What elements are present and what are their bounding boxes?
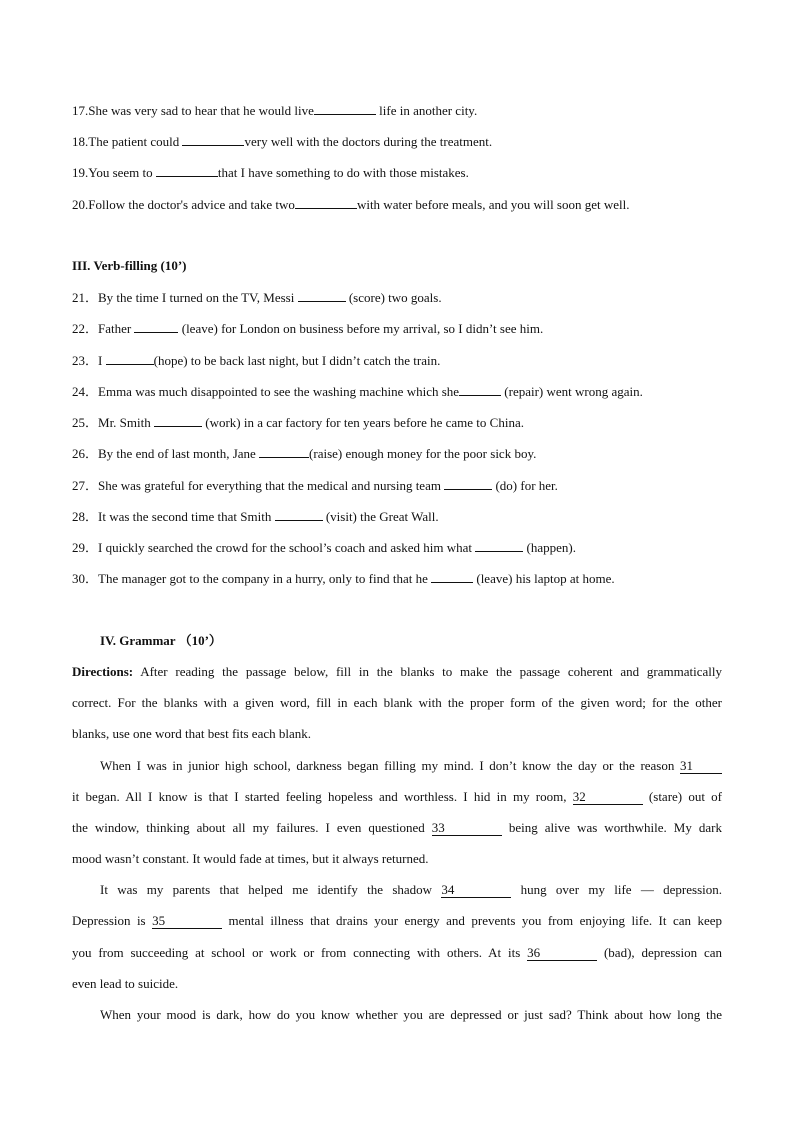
question-19-text-after: that I have something to do with those mistakes. [217, 165, 469, 180]
passage-text: It was my parents that helped me identify the shadow [100, 882, 442, 897]
question-number: 24． [72, 384, 99, 399]
directions-line-1 [72, 664, 722, 680]
question-text-before: The manager got to the company in a hurry, only to find that he [98, 571, 432, 586]
question-19 [72, 164, 469, 181]
question-27 [72, 477, 558, 494]
directions-text: After reading the passage below, fill in the blanks to make the passage coherent and grammatically [133, 664, 722, 679]
question-text-after: (hope) to be back last night, but I didn’t catch the train. [153, 353, 441, 368]
question-19-text-before: 19.You seem to [72, 165, 156, 180]
question-20 [72, 196, 630, 213]
question-number: 28． [72, 509, 99, 524]
question-20-text-after: with water before meals, and you will soon get well. [356, 197, 630, 212]
question-17-text-before: 17.She was very sad to hear that he would live [72, 103, 314, 118]
answer-blank-32[interactable]: 32 [573, 790, 643, 805]
answer-blank-36[interactable]: 36 [527, 946, 597, 961]
section-3-heading: III. Verb-filling (10’) [72, 258, 187, 273]
question-number: 30． [72, 571, 99, 586]
passage-line: When your mood is dark, how do you know whether you are depressed or just sad? Think about how long the [100, 1007, 722, 1022]
passage-text: being alive was worthwhile. My dark [501, 820, 723, 835]
question-text-before: By the end of last month, Jane [98, 446, 260, 461]
passage-line [100, 882, 722, 898]
question-21 [72, 289, 442, 306]
passage-text: you from succeeding at school or work or from connecting with others. At its [72, 945, 528, 960]
question-text-after: (leave) for London on business before my arrival, so I didn’t see him. [178, 321, 544, 336]
answer-blank[interactable] [259, 445, 309, 458]
passage-line [72, 820, 722, 836]
passage-text: it began. All I know is that I started feeling hopeless and worthless. I hid in my room, [72, 789, 573, 804]
question-text-before: Emma was much disappointed to see the washing machine which she [98, 384, 460, 399]
question-text-after: (work) in a car factory for ten years before he came to China. [202, 415, 524, 430]
question-text-after: (score) two goals. [345, 290, 442, 305]
answer-blank[interactable] [295, 196, 357, 209]
answer-blank[interactable] [431, 570, 473, 583]
answer-blank[interactable] [298, 289, 346, 302]
question-26 [72, 445, 536, 462]
question-text-before: She was grateful for everything that the medical and nursing team [98, 478, 445, 493]
question-text-before: I quickly searched the crowd for the school’s coach and asked him what [98, 540, 476, 555]
question-text-before: By the time I turned on the TV, Messi [98, 290, 298, 305]
passage-text: When I was in junior high school, darkness began filling my mind. I don’t know the day or the reason [100, 758, 680, 773]
passage-text: the window, thinking about all my failures. I even questioned [72, 820, 432, 835]
passage-line [72, 913, 722, 929]
section-4-heading: IV. Grammar （10’） [100, 633, 222, 648]
answer-blank[interactable] [134, 320, 178, 333]
directions-label: Directions: [72, 664, 134, 679]
question-text-after: (leave) his laptop at home. [473, 571, 615, 586]
answer-blank-34[interactable]: 34 [441, 883, 511, 898]
question-number: 25． [72, 415, 99, 430]
passage-line: mood wasn’t constant. It would fade at times, but it always returned. [72, 851, 429, 866]
question-text-before: I [98, 353, 106, 368]
answer-blank[interactable] [459, 383, 501, 396]
question-20-text-before: 20.Follow the doctor's advice and take two [72, 197, 295, 212]
question-text-after: (visit) the Great Wall. [322, 509, 439, 524]
question-17-text-after: life in another city. [375, 103, 478, 118]
question-number: 27． [72, 478, 99, 493]
answer-blank[interactable] [182, 133, 244, 146]
answer-blank-31[interactable]: 31 [680, 759, 722, 774]
question-number: 21． [72, 290, 99, 305]
question-number: 29． [72, 540, 99, 555]
passage-text: mental illness that drains your energy and prevents you from enjoying life. It can keep [222, 913, 722, 928]
question-number: 22． [72, 321, 99, 336]
question-28 [72, 508, 439, 525]
passage-line [72, 945, 722, 961]
question-text-after: (raise) enough money for the poor sick boy. [309, 446, 537, 461]
answer-blank-33[interactable]: 33 [432, 821, 502, 836]
question-text-after: (do) for her. [492, 478, 558, 493]
question-text-before: It was the second time that Smith [98, 509, 275, 524]
answer-blank[interactable] [314, 102, 376, 115]
passage-line: even lead to suicide. [72, 976, 179, 991]
question-18-text-before: 18.The patient could [72, 134, 183, 149]
question-30 [72, 570, 615, 587]
question-text-after: (repair) went wrong again. [501, 384, 643, 399]
question-22 [72, 320, 543, 337]
question-text-before: Mr. Smith [98, 415, 155, 430]
passage-text: (stare) out of [642, 789, 723, 804]
answer-blank[interactable] [444, 477, 492, 490]
answer-blank[interactable] [106, 352, 154, 365]
answer-blank[interactable] [154, 414, 202, 427]
question-25 [72, 414, 524, 431]
passage-line [72, 789, 722, 805]
passage-line [100, 758, 722, 774]
directions-line-3: blanks, use one word that best fits each blank. [72, 726, 311, 741]
question-18 [72, 133, 492, 150]
question-23 [72, 352, 440, 369]
passage-text: (bad), depression can [597, 945, 722, 960]
passage-text: Depression is [72, 913, 153, 928]
directions-line-2: correct. For the blanks with a given word, fill in each blank with the proper form of the given word; for the other [72, 695, 722, 710]
answer-blank[interactable] [156, 164, 218, 177]
question-text-after: (happen). [523, 540, 576, 555]
question-17 [72, 102, 477, 119]
question-24 [72, 383, 643, 400]
answer-blank[interactable] [275, 508, 323, 521]
question-text-before: Father [98, 321, 135, 336]
question-18-text-after: very well with the doctors during the treatment. [244, 134, 493, 149]
answer-blank-35[interactable]: 35 [152, 914, 222, 929]
question-29 [72, 539, 576, 556]
question-number: 23． [72, 353, 99, 368]
passage-text: hung over my life — depression. [511, 882, 723, 897]
answer-blank[interactable] [475, 539, 523, 552]
question-number: 26． [72, 446, 99, 461]
